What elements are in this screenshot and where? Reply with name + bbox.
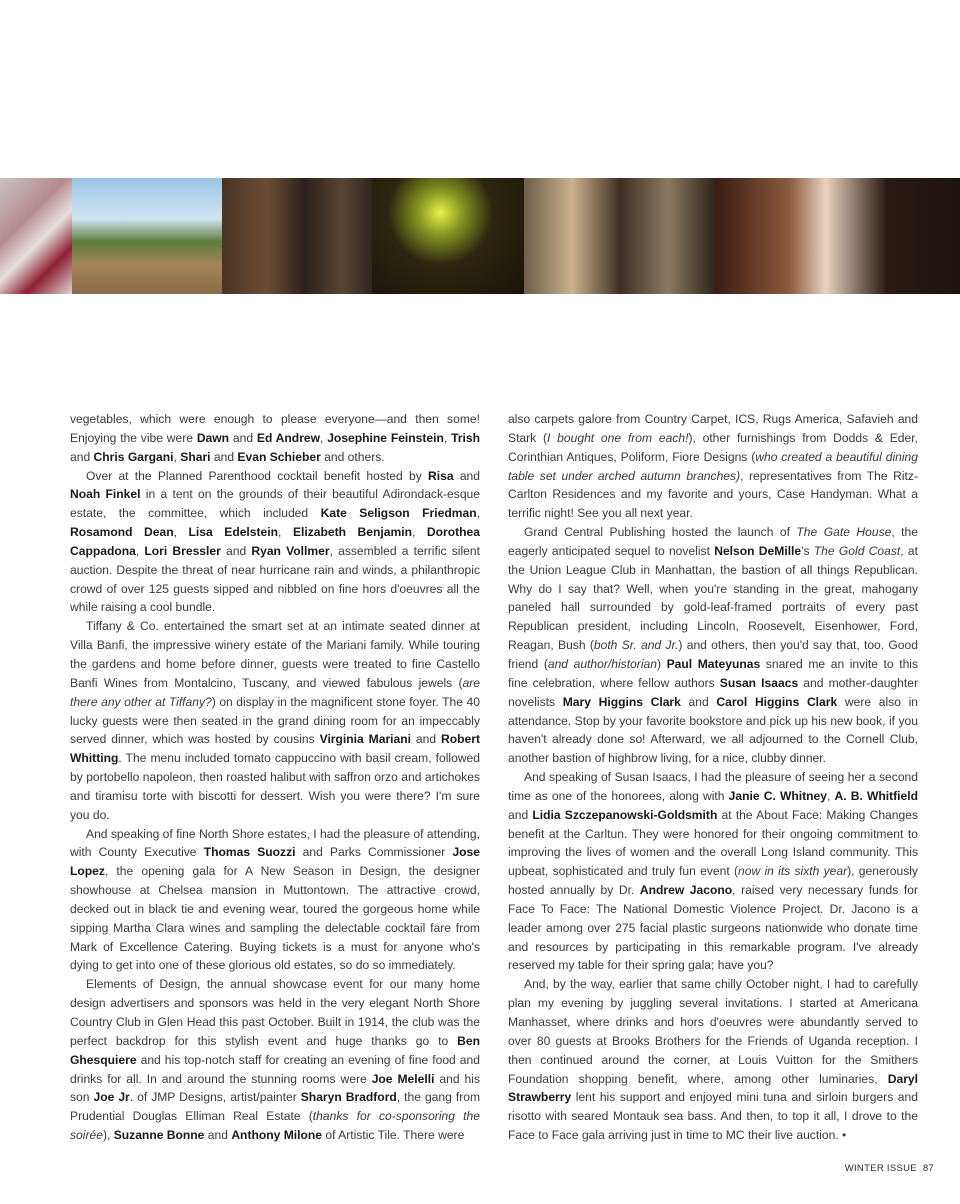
text-run: snared me an invite to this fine celebration, where fellow authors bbox=[508, 656, 919, 690]
paragraph bbox=[70, 617, 480, 824]
bold-name: Ed Andrew bbox=[256, 430, 321, 445]
text-run: , bbox=[278, 525, 293, 540]
bold-name: Mary Higgins Clark bbox=[562, 694, 681, 709]
paragraph bbox=[508, 975, 918, 1145]
italic-text: The Gold Coast bbox=[813, 543, 901, 558]
italic-text: thanks for co-sponsoring the soirée bbox=[70, 1109, 480, 1143]
text-run: Tiffany & Co. entertained the smart set at an intimate seated dinner at Villa Banfi, the impressive winery estate of the Mariani family. While touring the gardens and home before dinner, guests were treated to fine Castello Banfi Wines from Montalcino, Tuscany, and viewed fabulous jewels ( bbox=[70, 619, 480, 690]
text-run: ) on display in the magnificent stone foyer. The 40 lucky guests were then seated in the grand dining room for an impeccably served dinner, which was hosted by cousins bbox=[70, 694, 480, 747]
photo-table-setting bbox=[0, 178, 72, 294]
bold-name: Noah Finkel bbox=[70, 487, 141, 502]
italic-text: The Gate House bbox=[796, 525, 892, 540]
text-run: and mother-daughter novelists bbox=[508, 675, 918, 709]
paragraph bbox=[70, 975, 480, 1145]
text-run: , bbox=[412, 525, 427, 540]
text-run: , bbox=[173, 449, 181, 464]
text-run: and bbox=[680, 694, 717, 709]
text-run: , assembled a terrific silent auction. Despite the threat of near hurricane rain and winds, a philanthropic crowd of over 125 guests sipped and nibbled on fine hors d'oeuvres all the while raising a cool bundle. bbox=[70, 543, 480, 615]
bold-name: Robert Whitting bbox=[70, 732, 480, 766]
text-run: , at the Union League Club in Manhattan, the bastion of all things Republican. Why do I say that? Well, when you're standing in the great, mahogany paneled hall surrounded by gold-leaf-framed portraits of every past Republican president, including Lincoln, Roosevelt, Eisenhower, Ford, Reagan, Bush ( bbox=[508, 543, 919, 653]
text-run: , bbox=[826, 788, 835, 803]
text-run: , bbox=[320, 430, 328, 445]
bold-name: Lori Bressler bbox=[144, 543, 221, 558]
italic-text: and author/historian bbox=[547, 656, 657, 671]
text-run: vegetables, which were enough to please everyone—and then some! Enjoying the vibe were bbox=[70, 412, 480, 445]
issue-label: WINTER ISSUE bbox=[844, 1163, 917, 1174]
text-run: and bbox=[411, 732, 442, 747]
bold-name: Ryan Vollmer bbox=[251, 543, 330, 558]
text-run: ), bbox=[102, 1128, 114, 1143]
photo-party-crowd bbox=[372, 178, 524, 294]
photo-two-men-bar bbox=[222, 178, 372, 294]
italic-text: now in its sixth year bbox=[738, 864, 848, 879]
bold-name: Rosamond Dean bbox=[70, 525, 174, 540]
italic-text: are there any other at Tiffany? bbox=[70, 675, 480, 709]
bold-name: Paul Mateyunas bbox=[666, 656, 761, 671]
bold-name: Shari bbox=[180, 449, 211, 464]
bold-name: Josephine Feinstein bbox=[327, 430, 444, 445]
text-run: were also in attendance. Stop by your favorite bookstore and pick up his new book, if you haven't already done so! Afterward, we all adjourned to the Cornell Club, another bastion of highbrow living, for a nice, clubby dinner. bbox=[508, 694, 918, 766]
paragraph bbox=[70, 825, 480, 976]
bold-name: A. B. Whitfield bbox=[834, 788, 918, 803]
text-run: , raised very necessary funds for Face To Face: The National Domestic Violence Project. Dr. Jacono is a leader among over 275 facial plastic surgeons nationwide who donate time and resources by participating in this remarkable program. I've already reserved my table for their spring gala; have you? bbox=[508, 883, 918, 973]
bold-name: Thomas Suozzi bbox=[203, 845, 296, 860]
bold-name: Risa bbox=[428, 468, 454, 483]
text-run: and Parks Commissioner bbox=[295, 845, 453, 860]
text-run: and bbox=[229, 430, 257, 445]
text-run: and bbox=[220, 543, 252, 558]
bold-name: Trish bbox=[451, 430, 480, 445]
page-number: 87 bbox=[922, 1163, 934, 1174]
text-run: also carpets galore from Country Carpet, ICS, Rugs America, Safavieh and Stark ( bbox=[508, 412, 918, 445]
paragraph bbox=[70, 467, 480, 618]
text-run: And speaking of fine North Shore estates, I had the pleasure of attending, with County Executive bbox=[70, 826, 480, 860]
italic-text: who created a beautiful dining table set under arched autumn branches) bbox=[508, 449, 918, 483]
bold-name: Evan Schieber bbox=[237, 449, 321, 464]
bold-name: Kate Seligson Friedman bbox=[320, 506, 477, 521]
bold-name: Daryl Strawberry bbox=[508, 1071, 918, 1105]
text-run: Over at the Planned Parenthood cocktail benefit hosted by bbox=[86, 468, 429, 483]
text-run: in a tent on the grounds of their beautiful Adirondack-esque estate, the committee, which included bbox=[70, 487, 481, 521]
text-run: and his son bbox=[70, 1071, 481, 1105]
text-run: and his top-notch staff for creating an evening of fine food and drinks for all. In and around the stunning rooms were bbox=[70, 1052, 480, 1086]
text-run: . of JMP Designs, artist/painter bbox=[129, 1090, 301, 1105]
bold-name: Nelson DeMille bbox=[714, 543, 802, 558]
text-run: , representatives from The Ritz-Carlton Residences and my favorite and yours, Case Handyman. What a terrific night! See you all next year. bbox=[508, 468, 918, 521]
text-run: And speaking of Susan Isaacs, I had the pleasure of seeing her a second time as one of the honorees, along with bbox=[508, 770, 918, 803]
text-run: , the eagerly anticipated sequel to novelist bbox=[508, 525, 918, 558]
bold-name: Dawn bbox=[196, 430, 230, 445]
article-column-right bbox=[508, 410, 918, 1145]
text-run: ) and others, then you'd say that, too. Good friend ( bbox=[508, 638, 918, 671]
text-run: , bbox=[173, 525, 189, 540]
text-run: of Artistic Tile. There were bbox=[322, 1128, 465, 1143]
text-run: 's bbox=[801, 543, 814, 558]
photo-horses-field bbox=[72, 178, 222, 294]
paragraph bbox=[70, 410, 480, 467]
bold-name: Ben Ghesquiere bbox=[70, 1033, 480, 1067]
bold-name: Virginia Mariani bbox=[319, 732, 411, 747]
page-footer bbox=[845, 1163, 934, 1174]
photo-strip bbox=[0, 178, 960, 294]
bold-name: Andrew Jacono bbox=[639, 883, 733, 898]
text-run: , bbox=[476, 506, 480, 521]
bold-name: Lisa Edelstein bbox=[188, 525, 279, 540]
text-run: and bbox=[204, 1128, 232, 1143]
text-run: , the gang from Prudential Douglas Elliman Real Estate ( bbox=[70, 1090, 481, 1124]
bold-name: Susan Isaacs bbox=[719, 675, 799, 690]
text-run: and bbox=[70, 449, 94, 464]
bold-name: Sharyn Bradford bbox=[300, 1090, 397, 1105]
text-run: and others. bbox=[320, 449, 385, 464]
bold-name: Chris Gargani bbox=[93, 449, 174, 464]
text-run: Grand Central Publishing hosted the launch of bbox=[524, 525, 797, 540]
text-run: , bbox=[135, 543, 145, 558]
text-run: Elements of Design, the annual showcase event for our many home design advertisers and sponsors was held in the very elegant North Shore Country Club in Glen Head this past October. Built in 1914, the club was the perfect backdrop for this stylish event and huge thanks go to bbox=[70, 977, 480, 1048]
photo-pianist bbox=[524, 178, 716, 294]
bold-name: Suzanne Bonne bbox=[113, 1128, 205, 1143]
bold-name: Dorothea Cappadona bbox=[70, 525, 480, 558]
bold-name: Elizabeth Benjamin bbox=[292, 525, 412, 540]
text-run: ) bbox=[656, 656, 667, 671]
text-run: And, by the way, earlier that same chilly October night, I had to carefully plan my evening by juggling several invitations. I started at Americana Manhasset, where drinks and hors d'oeuvres were abundantly served to over 80 guests at Brooks Brothers for the Friends of Uganda reception. I then continued around the corner, at Louis Vuitton for the Smithers Foundation shopping benefit, where, among other luminaries, bbox=[508, 977, 918, 1086]
text-run: at the About Face: Making Changes benefit at the Carltun. They were honored for their ongoing commitment to improving the lives of women and the overall Long Island community. This upbeat, sophisticated and truly fun event ( bbox=[508, 807, 918, 879]
text-run: ), other furnishings from Dodds & Eder, Corinthian Antiques, Poliform, Fiore Designs ( bbox=[508, 430, 918, 464]
text-run: , the opening gala for A New Season in Design, the designer showhouse at Chelsea mansion in Muttontown. The attractive crowd, decked out in black tie and evening wear, toured the gorgeous home while sipping Martha Clara wines and sampling the delectable cocktail fare from Mark of Excellence Catering. Buying tickets is a must for anyone who's dying to get into one of these glorious old estates, so do so immediately. bbox=[70, 864, 480, 973]
text-run: and bbox=[508, 807, 533, 822]
paragraph bbox=[508, 523, 918, 768]
text-run: and bbox=[210, 449, 238, 464]
text-run: . The menu included tomato cappuccino with basil cream, followed by portobello napoleon, then roasted halibut with saffron orzo and artichokes and tiramisu torte with biscotti for dessert. Wish you were there? I'm sure you do. bbox=[70, 751, 480, 822]
text-run: ), generously hosted annually by Dr. bbox=[508, 864, 918, 898]
bold-name: Lidia Szczepanowski-Goldsmith bbox=[532, 807, 718, 822]
bold-name: Joe Melelli bbox=[371, 1071, 435, 1086]
bold-name: Janie C. Whitney bbox=[728, 788, 827, 803]
text-run: , bbox=[443, 430, 452, 445]
italic-text: I bought one from each! bbox=[547, 430, 689, 445]
text-run: lent his support and enjoyed mini tuna and sirloin burgers and risotto with seared Montauk sea bass. And then, to top it all, I drove to the Face to Face gala arriving just in time to MC their live auction. • bbox=[508, 1090, 918, 1143]
bold-name: Joe Jr bbox=[93, 1090, 130, 1105]
bold-name: Anthony Milone bbox=[231, 1128, 323, 1143]
photo-toast-couple bbox=[716, 178, 960, 294]
bold-name: Jose Lopez bbox=[70, 845, 481, 879]
text-run: and bbox=[453, 468, 480, 483]
paragraph bbox=[508, 410, 918, 523]
paragraph bbox=[508, 768, 918, 975]
italic-text: both Sr. and Jr. bbox=[593, 638, 679, 653]
bold-name: Carol Higgins Clark bbox=[716, 694, 838, 709]
article-column-left bbox=[70, 410, 480, 1145]
